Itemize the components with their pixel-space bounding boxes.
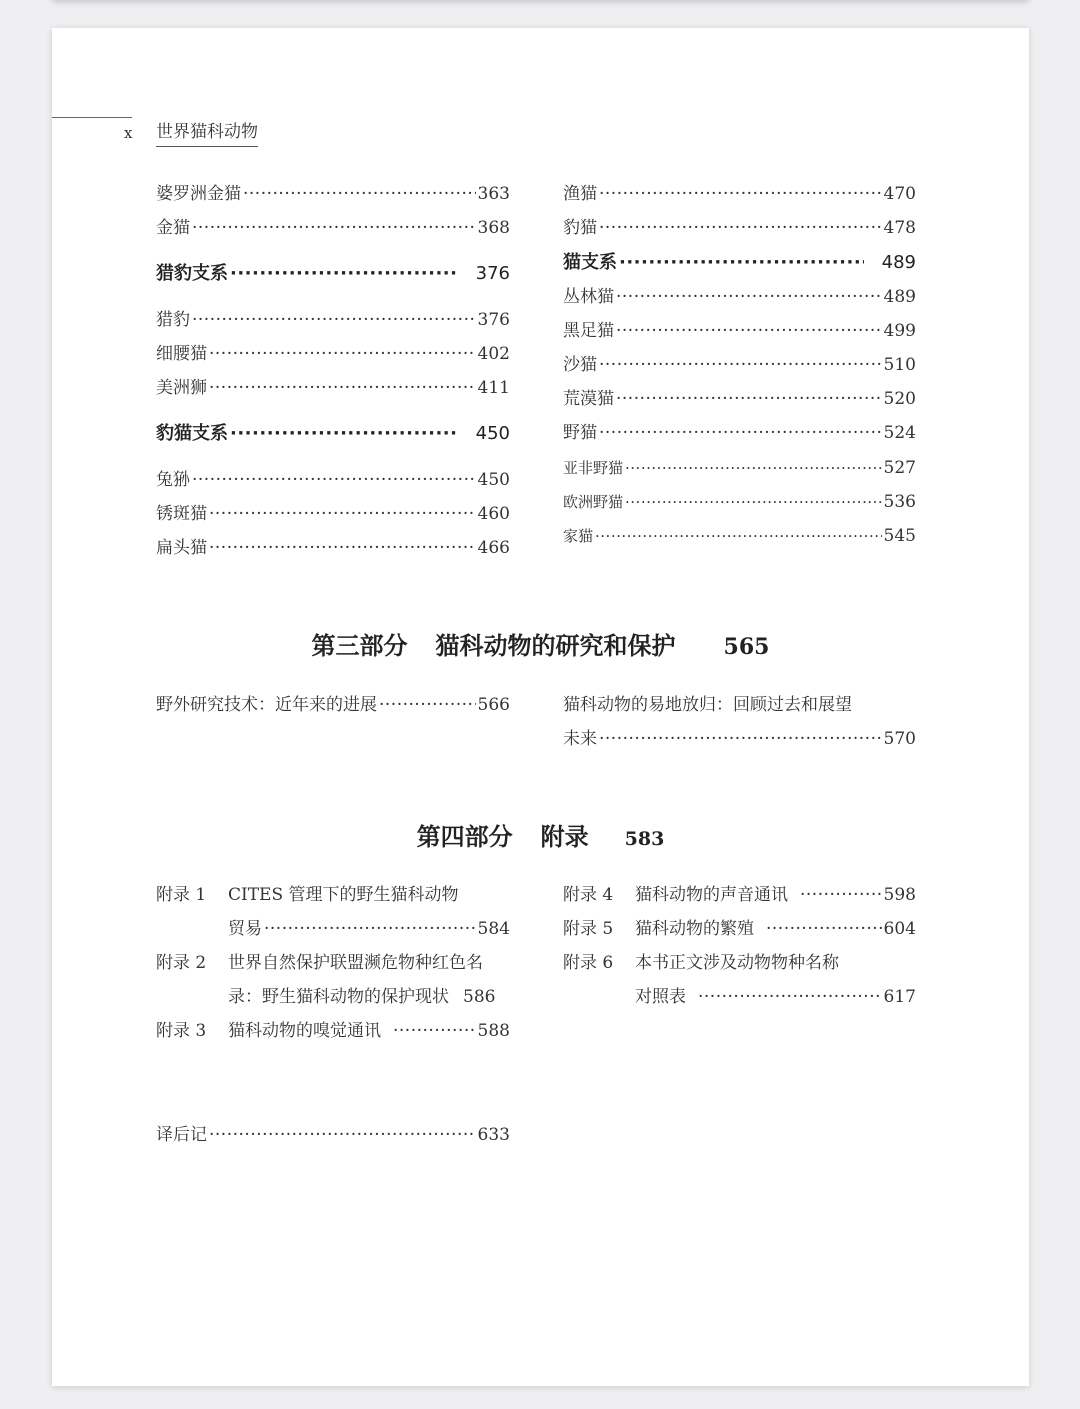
toc-entry[interactable]: 金猫 ····· 368 [156, 214, 510, 242]
appendix-title-line1[interactable]: 本书正文涉及动物物种名称 [635, 953, 839, 973]
appendix-label: 附录 4 [563, 885, 614, 905]
appendix-label: 附录 6 [563, 953, 614, 973]
toc-entry[interactable]: 丛林猫 ····· 489 [563, 283, 916, 311]
toc-entry[interactable]: 婆罗洲金猫 ····· 363 [156, 180, 510, 208]
toc-entry[interactable]: 野外研究技术：近年来的进展 ····· 566 [156, 691, 510, 719]
toc-entry[interactable]: 亚非野猫 ····· 527 [563, 454, 916, 482]
toc-entry[interactable]: 渔猫 ····· 470 [563, 180, 916, 208]
page-number: x [124, 124, 133, 142]
toc-entry[interactable]: 未来 ····· 570 [563, 725, 916, 753]
toc-section-heading[interactable]: 猎豹支系 ····· 376 [156, 260, 510, 288]
appendix-entry[interactable]: 猫科动物的繁殖 ····· 604 [635, 915, 916, 943]
appendix-entry[interactable]: 猫科动物的声音通讯 ····· 598 [635, 881, 916, 909]
toc-entry-line1[interactable]: 猫科动物的易地放归：回顾过去和展望 [563, 695, 852, 715]
appendix-entry[interactable]: 贸易 ····· 584 [228, 915, 510, 943]
part4-label: 第四部分 [416, 822, 513, 851]
part3-heading[interactable] [52, 626, 1029, 661]
toc-section-heading[interactable]: 猫支系 ····· 489 [563, 249, 916, 277]
appendix-entry[interactable]: 猫科动物的嗅觉通讯 ····· 588 [228, 1017, 510, 1045]
toc-entry[interactable]: 欧洲野猫 ····· 536 [563, 488, 916, 516]
toc-page[interactable] [52, 28, 1029, 1386]
running-header-title: 世界猫科动物 [156, 120, 258, 147]
toc-entry[interactable]: 猎豹 ····· 376 [156, 306, 510, 334]
toc-entry[interactable]: 家猫 ····· 545 [563, 522, 916, 550]
appendix-title-line1[interactable]: CITES 管理下的野生猫科动物 [228, 885, 459, 905]
appendix-label: 附录 5 [563, 919, 614, 939]
part4-heading[interactable] [52, 817, 1029, 852]
toc-entry[interactable]: 黑足猫 ····· 499 [563, 317, 916, 345]
part4-page: 583 [624, 828, 665, 850]
appendix-entry[interactable]: 对照表 ····· 617 [635, 983, 916, 1011]
toc-entry[interactable]: 豹猫 ····· 478 [563, 214, 916, 242]
header-rule [52, 117, 132, 118]
toc-entry[interactable]: 兔狲 ····· 450 [156, 466, 510, 494]
toc-entry-afterword[interactable]: 译后记 ····· 633 [156, 1121, 510, 1149]
toc-entry[interactable]: 细腰猫 ····· 402 [156, 340, 510, 368]
part4-title: 附录 [540, 822, 589, 851]
part3-title: 猫科动物的研究和保护 [435, 631, 676, 660]
toc-entry[interactable]: 沙猫 ····· 510 [563, 351, 916, 379]
appendix-label: 附录 3 [156, 1021, 207, 1041]
appendix-label: 附录 2 [156, 953, 207, 973]
toc-section-heading[interactable]: 豹猫支系 ····· 450 [156, 420, 510, 448]
part3-label: 第三部分 [311, 631, 408, 660]
toc-entry[interactable]: 野猫 ····· 524 [563, 419, 916, 447]
part3-page: 565 [723, 634, 770, 660]
appendix-title-line1[interactable]: 世界自然保护联盟濒危物种红色名 [228, 953, 483, 973]
toc-entry[interactable]: 锈斑猫 ····· 460 [156, 500, 510, 528]
toc-entry[interactable]: 扁头猫 ····· 466 [156, 534, 510, 562]
appendix-label: 附录 1 [156, 885, 207, 905]
toc-entry[interactable]: 美洲狮 ····· 411 [156, 374, 510, 402]
appendix-entry[interactable]: 录：野生猫科动物的保护现状 586 [228, 987, 496, 1007]
toc-entry[interactable]: 荒漠猫 ····· 520 [563, 385, 916, 413]
